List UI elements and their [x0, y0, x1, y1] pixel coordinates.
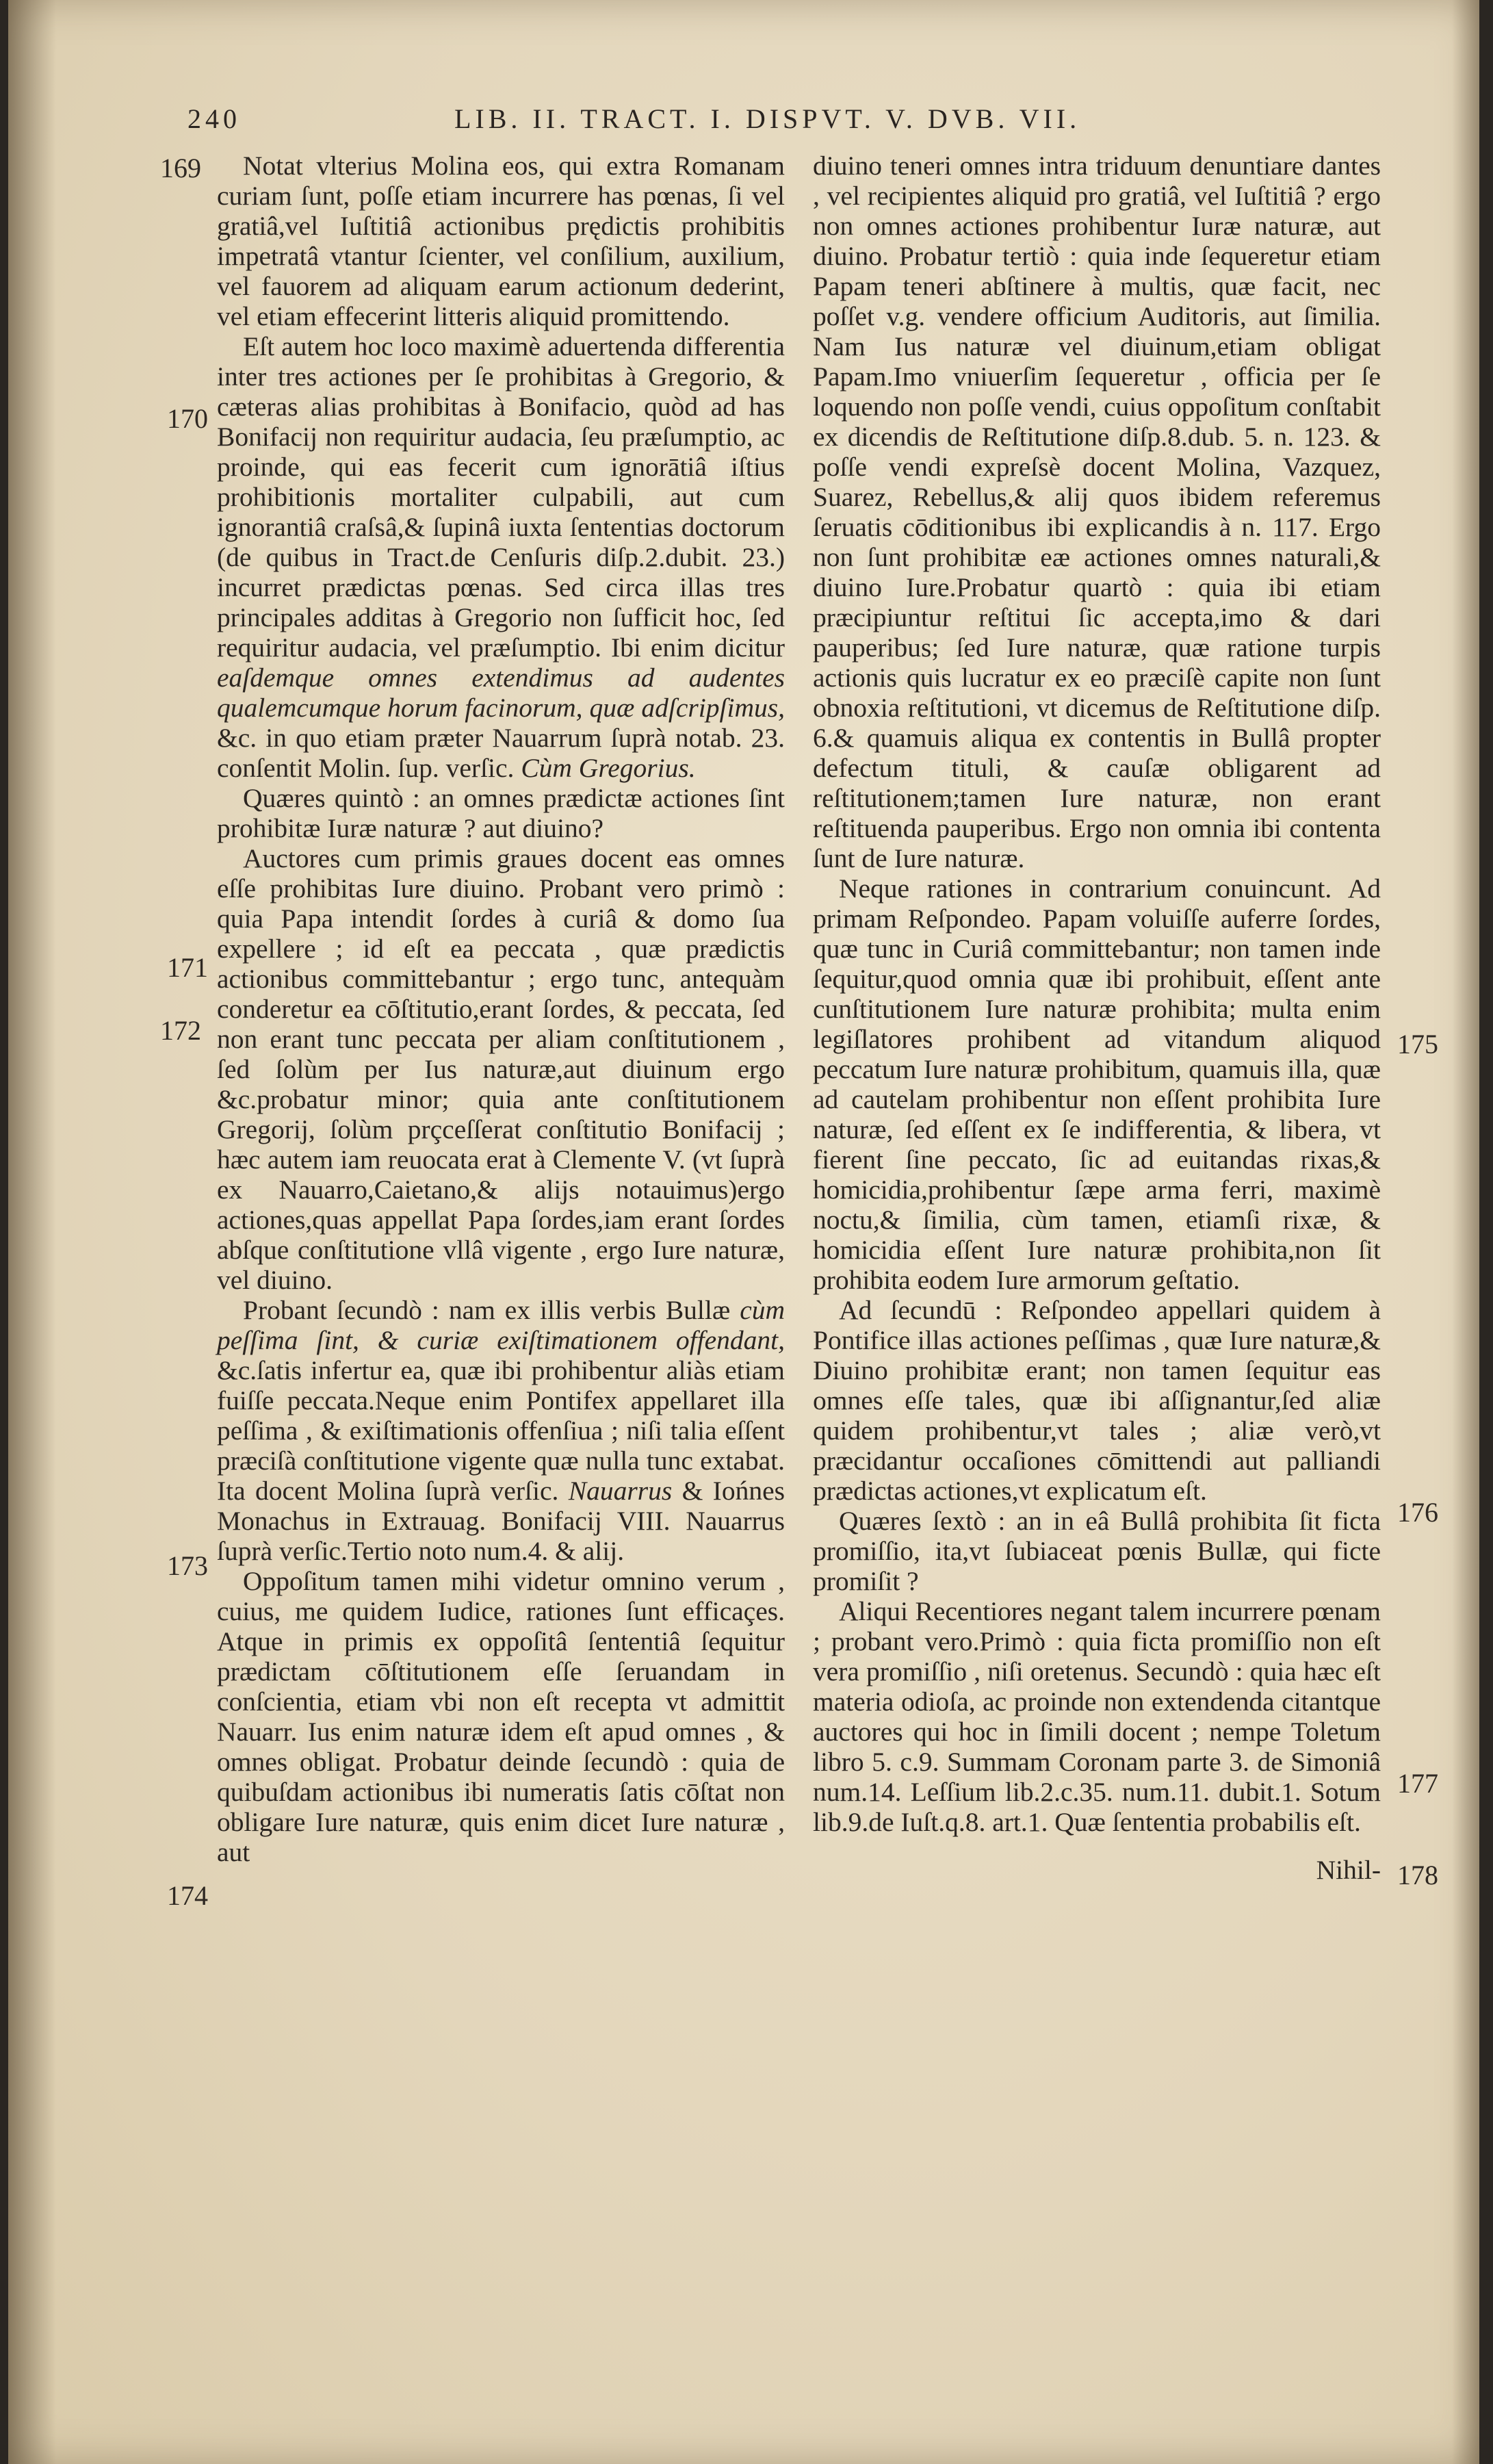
page-gutter-shadow: [8, 0, 56, 2464]
paragraph-170-text-a: Eſt autem hoc loco maximè aduertenda differentia inter tres actiones per ſe prohibitas à Gregorio, & cæteras alias prohibitas à Bonifacio, quòd ad has Bonifacij non requiritur audacia, ſeu præſumptio, ac proinde, qui eas fecerit cum ignorātiâ iſtius prohibitionis mortaliter culpabili, aut cum ignorantiâ craſsâ,& ſupinâ iuxta ſententias doctorum (de quibus in Tract.de Cenſuris diſp.2.dubit. 23.) incurret prædictas pœnas. Sed circa illas tres principales additas à Gregorio non ſufficit hoc, ſed requiritur audacia, vel præſumptio. Ibi enim dicitur: [217, 331, 785, 663]
page-edge-shadow: [1452, 0, 1479, 2464]
paragraph-173-text-b: &c.ſatis infertur ea, quæ ibi prohibentur aliàs etiam fuiſſe peccata.Neque enim Pontifex appellaret illa peſſima , & exiſtimationis offenſiua ; niſi talia eſſent præciſà conſtitutione vigente quæ nulla tunc extabat. Ita docent Molina ſuprà verſic.: [217, 1355, 785, 1506]
paragraph-174-continued: diuino teneri omnes intra triduum denuntiare dantes , vel recipientes aliquid pro gratiâ, vel Iuſtitiâ ? ergo non omnes actiones prohibentur Iuræ naturæ, aut diuino. Probatur tertiò : quia inde ſequeretur etiam Papam teneri abſtinere à multis, quæ facit, nec poſſet v.g. vendere officium Auditoris, aut ſimilia. Nam Ius naturæ vel diuinum,etiam obligat Papam.Imo vniuerſim ſequeretur , officia per ſe loquendo non poſſe vendi, cuius oppoſitum conſtabit ex dicendis de Reſtitutione diſp.8.dub. 5. n. 123. & poſſe vendi expreſsè docent Molina, Vazquez, Suarez, Rebellus,& alij quos ibidem referemus ſeruatis cōditionibus ibi explicandis à n. 117. Ergo non ſunt prohibitæ eæ actiones omnes naturali,& diuino Iure.Probatur quartò : quia ibi etiam præcipiuntur reſtitui ſic accepta,imo & dari pauperibus; ſed Iure naturæ, quæ ratione turpis actionis quis lucratur ex eo præciſè capite non ſunt obnoxia reſtitutioni, vt dicemus de Reſtitutione diſp. 6.& quamuis aliqua ex contentis in Bullâ propter defectum tituli, & cauſæ obligarent ad reſtitutionem;tamen Iure naturæ, non erant reſtituenda pauperibus. Ergo non omnia ibi contenta ſunt de Iure naturæ.: [813, 151, 1381, 873]
paragraph-173-text-c: & Iońnes Monachus in Extrauag. Bonifacij VIII. Nauarrus ſuprà verſic.Tertio noto num.4. & alij.: [217, 1476, 785, 1566]
paragraph-170: [217, 331, 785, 783]
paragraph-174: Oppoſitum tamen mihi videtur omnino verum , cuius, me quidem Iudice, rationes ſunt efficaçes. Atque in primis ex oppoſitâ ſententiâ ſequitur prædictam cōſtitutionem eſſe ſeruandam in conſcientia, etiam vbi non eſt recepta vt admittit Nauarr. Ius enim naturæ idem eſt apud omnes , & omnes obligat. Probatur deinde ſecundò : quia de quibuſdam actionibus ibi numeratis ſatis cōſtat non obligare Iure naturæ, quis enim dicet Iure naturæ , aut: [217, 1566, 785, 1867]
margin-number-177: 177: [1397, 1768, 1438, 1799]
margin-number-172: 172: [160, 1015, 201, 1046]
paragraph-173-quote: cùm peſſima ſint, & curiæ exiſtimationem offendant,: [217, 1295, 786, 1355]
paragraph-175: Neque rationes in contrarium conuincunt. Ad primam Reſpondeo. Papam voluiſſe auferre ſordes, quæ tunc in Curiâ committebantur; non tamen inde ſequitur,quod omnia quæ ibi prohibuit, eſſent ante cunſtitutionem Iure naturæ prohibita; multa enim legiſlatores prohibent ad vitandum aliquod peccatum Iure naturæ prohibitum, quamuis illa, quæ ad cautelam prohibentur non eſſent prohibita Iure naturæ, ſed eſſent ex ſe indifferentia, & libera, vt fierent ſine peccato, ſic ad euitandas rixas,& homicidia,prohibentur ſæpe arma ferri, maximè noctu,& ſimilia, cùm tamen, etiamſi rixæ, & homicidia eſſent Iure naturæ prohibita,non ſit prohibita eodem Iure armorum geſtatio.: [813, 873, 1381, 1295]
paragraph-176: Ad ſecundū : Reſpondeo appellari quidem à Pontifice illas actiones peſſimas , quæ Iure naturæ,& Diuino prohibitæ erant; non tamen ſequitur eas omnes eſſe tales, quæ ibi aſſignantur,ſed aliæ quidem prohibentur,vt tales ; aliæ verò,vt præcidantur occaſiones cōmittendi aut palliandi prædictas actiones,vt explicatum eſt.: [813, 1295, 1381, 1506]
margin-number-173: 173: [167, 1550, 208, 1581]
catchword: Nihil-: [1316, 1855, 1381, 1885]
running-title: LIB. II. TRACT. I. DISPVT. V. DVB. VII.: [454, 103, 1081, 134]
margin-number-176: 176: [1397, 1497, 1438, 1528]
paragraph-170-citation: Cùm Gregorius.: [521, 753, 696, 783]
paragraph-173-citation: Nauarrus: [568, 1476, 673, 1506]
margin-number-175: 175: [1397, 1029, 1438, 1060]
running-header: [187, 103, 1399, 146]
paragraph-170-text-b: &c. in quo etiam præter Nauarrum ſuprà notab. 23. conſentit Molin. ſup. verſic.: [217, 723, 785, 783]
margin-number-170: 170: [167, 403, 208, 434]
paragraph-171: Quæres quintò : an omnes prædictæ actiones ſint prohibitæ Iuræ naturæ ? aut diuino?: [217, 783, 785, 843]
paragraph-173: [217, 1295, 785, 1566]
paragraph-172: Auctores cum primis graues docent eas omnes eſſe prohibitas Iure diuino. Probant vero primò : quia Papa intendit ſordes à curiâ & domo ſua expellere ; id eſt ea peccata , quæ prædictis actionibus committebantur ; ergo tunc, antequàm conderetur ea cōſtitutio,erant ſordes, & peccata, ſed non erant tunc peccata per aliam conſtitutionem , ſed ſolùm per Ius naturæ,aut diuinum ergo &c.probatur minor; quia ante conſtitutionem Gregorij, ſolùm prçceſſerat conſtitutio Bonifacij ; hæc autem iam reuocata erat à Clemente V. (vt ſuprà ex Nauarro,Caietano,& alijs notauimus)ergo actiones,quas appellat Papa ſordes,iam erant ſordes abſque conſtitutione vllâ vigente , ergo Iure naturæ, vel diuino.: [217, 843, 785, 1295]
paragraph-177: Quæres ſextò : an in eâ Bullâ prohibita ſit ficta promiſſio, ita,vt ſubiaceat pœnis Bullæ, qui ficte promiſit ?: [813, 1506, 1381, 1596]
book-page: [8, 0, 1479, 2464]
right-column: [813, 151, 1381, 1885]
margin-number-174: 174: [167, 1880, 208, 1911]
paragraph-173-text-a: Probant ſecundò : nam ex illis verbis Bullæ: [243, 1295, 731, 1325]
page-number: 240: [187, 103, 241, 134]
paragraph-178: Aliqui Recentiores negant talem incurrere pœnam ; probant vero.Primò : quia ficta promiſſio non eſt vera promiſſio , niſi oretenus. Secundò : quia hæc eſt materia odioſa, ac proinde non extendenda citantque auctores qui hoc in ſimili docent ; nempe Toletum libro 5. c.9. Summam Coronam parte 3. de Simoniâ num.14. Leſſium lib.2.c.35. num.11. dubit.1. Sotum lib.9.de Iuſt.q.8. art.1. Quæ ſententia probabilis eſt.: [813, 1596, 1381, 1837]
margin-number-171: 171: [167, 952, 208, 983]
left-column: [217, 151, 785, 1867]
margin-number-178: 178: [1397, 1860, 1438, 1890]
paragraph-170-quote: eaſdemque omnes extendimus ad audentes qualemcumque horum facinorum, quæ adſcripſimus,: [217, 663, 785, 723]
margin-number-169: 169: [160, 153, 201, 183]
paragraph-169: Notat vlterius Molina eos, qui extra Romanam curiam ſunt, poſſe etiam incurrere has pœnas, ſi vel gratiâ,vel Iuſtitiâ actionibus prędictis prohibitis impetratâ vtantur ſcienter, vel conſilium, auxilium, vel fauorem ad aliquam earum actionum dederint, vel etiam effecerint litteris aliquid promittendo.: [217, 151, 785, 331]
